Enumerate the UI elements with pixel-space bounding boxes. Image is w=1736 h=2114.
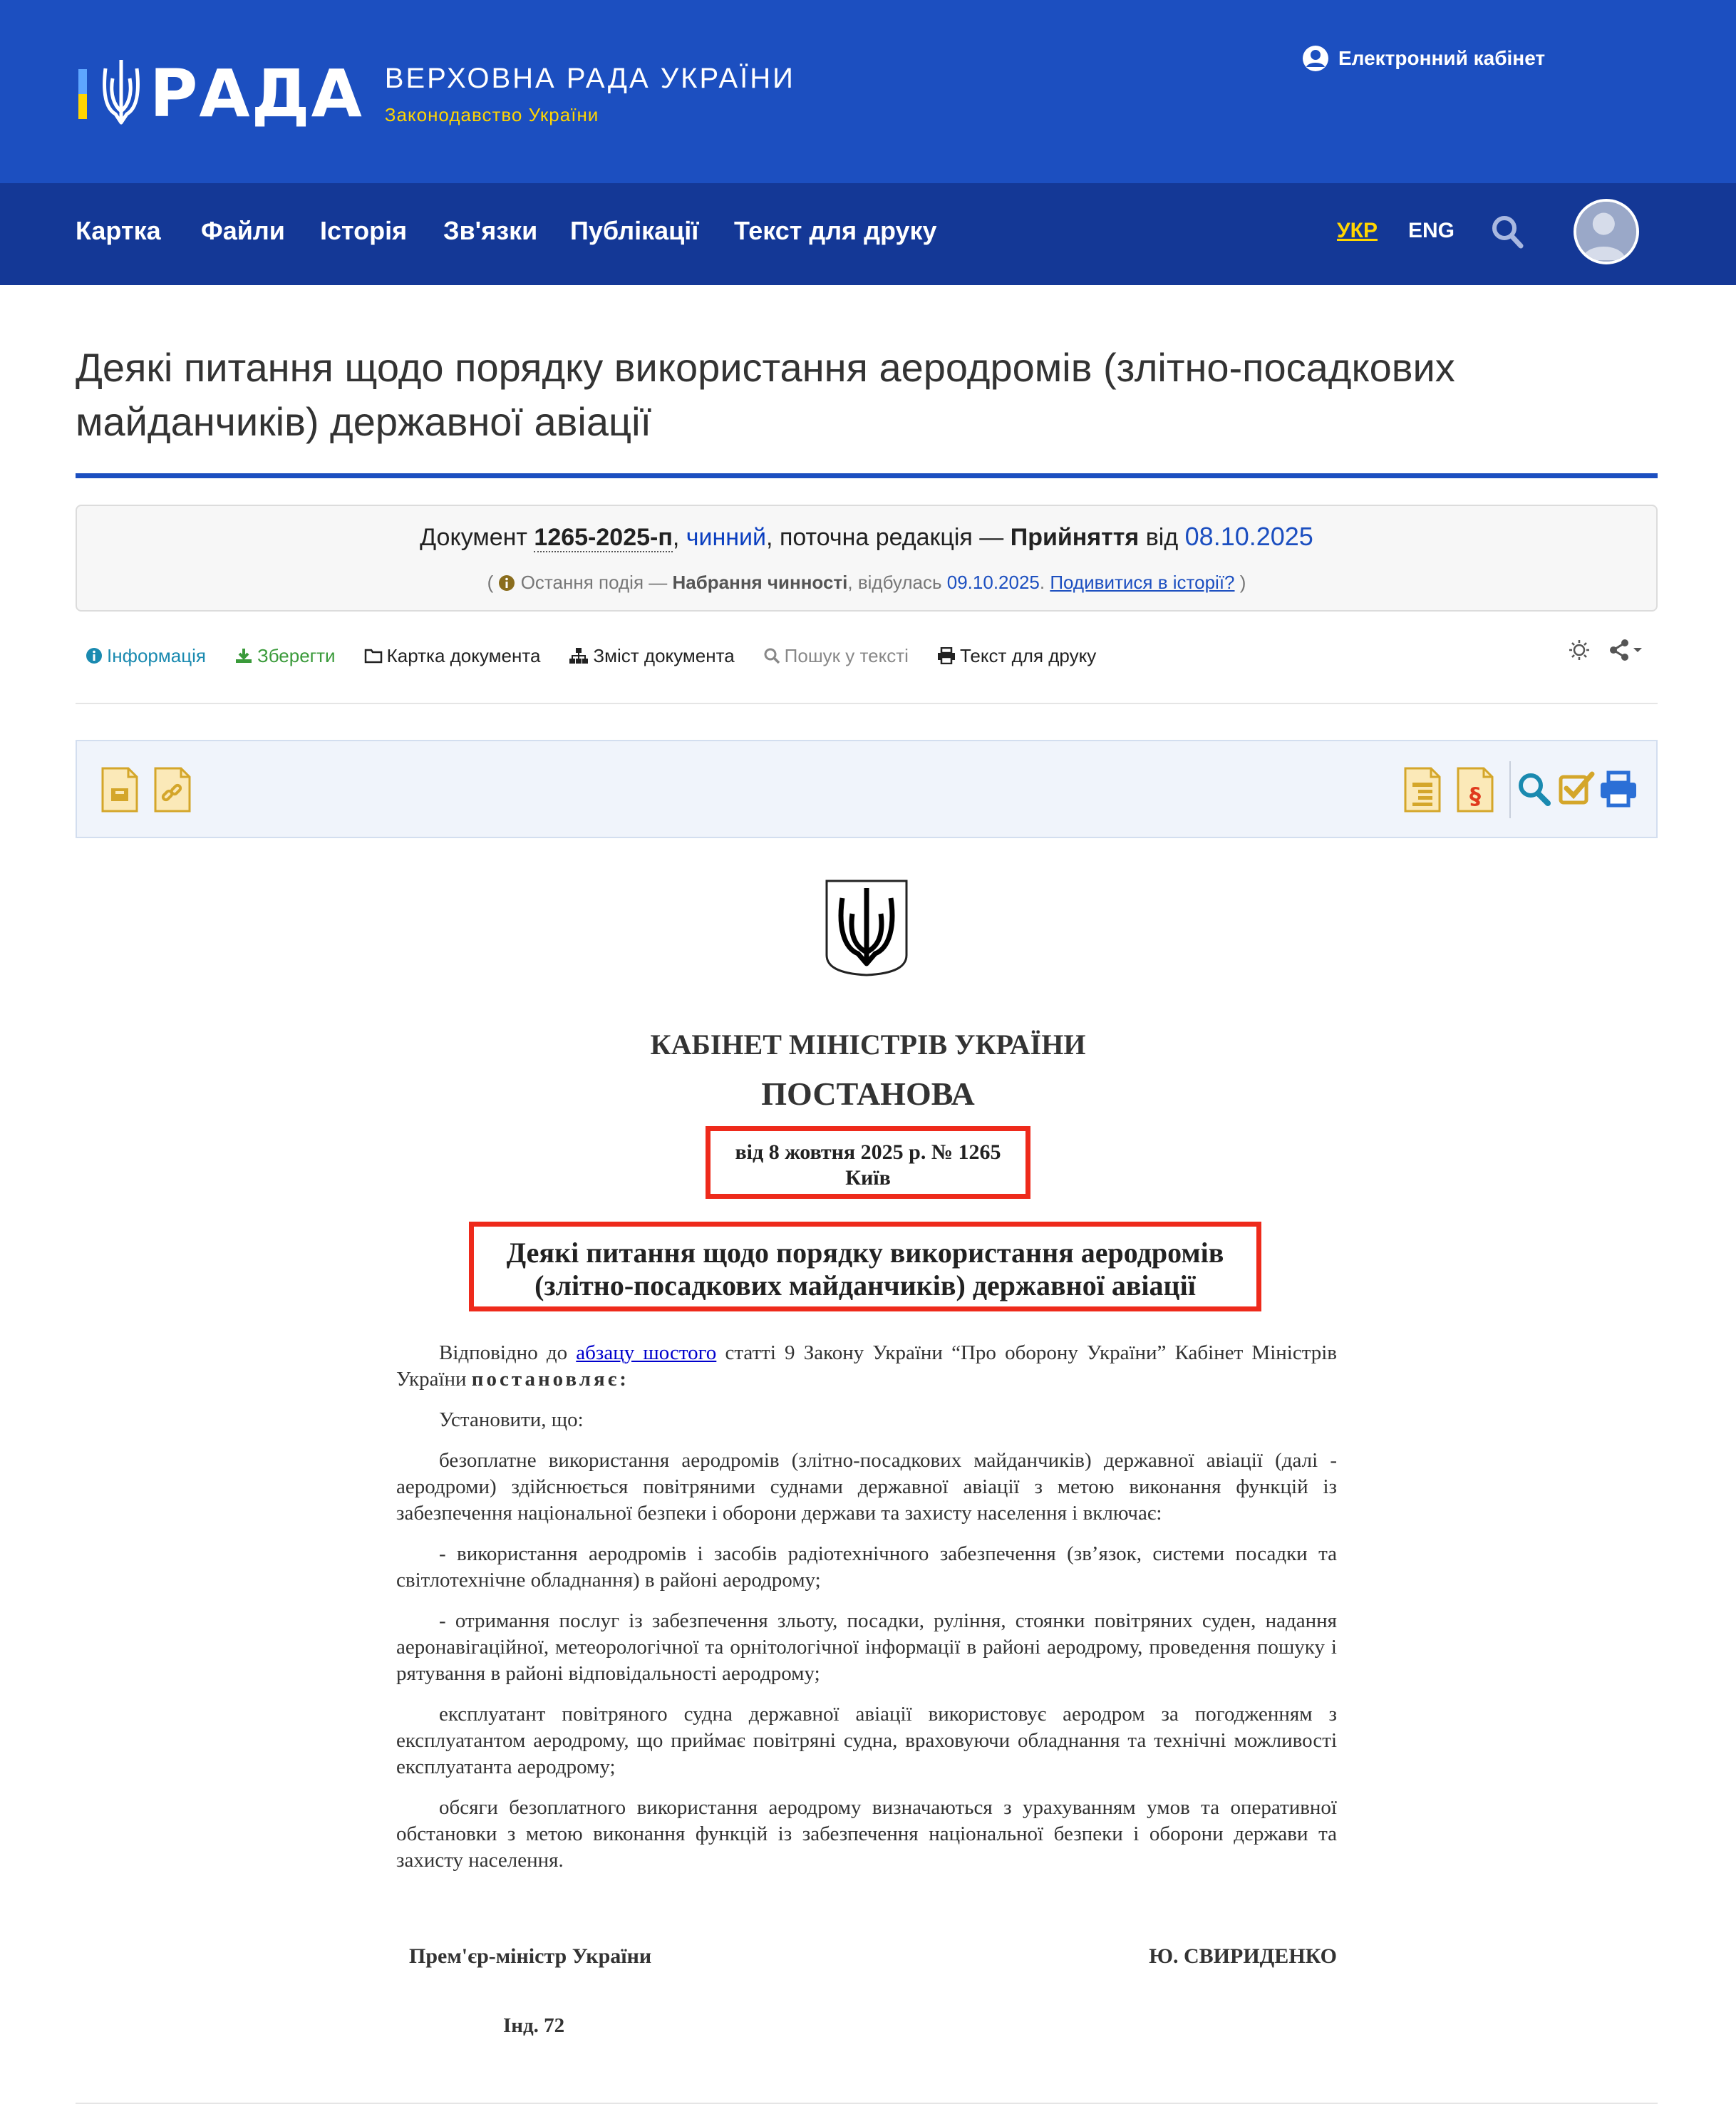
svg-text:§: § bbox=[1469, 783, 1481, 810]
doc-number[interactable]: 1265-2025-п bbox=[534, 524, 673, 551]
trident-icon bbox=[100, 57, 143, 131]
preamble-text: Відповідно до bbox=[439, 1341, 577, 1364]
event-date: 09.10.2025 bbox=[946, 572, 1040, 593]
search-icon[interactable] bbox=[1515, 770, 1554, 808]
check-square-icon[interactable] bbox=[1558, 770, 1596, 808]
search-icon[interactable] bbox=[1489, 213, 1525, 250]
electronic-cabinet-link[interactable] bbox=[1301, 44, 1545, 73]
status-badge: чинний bbox=[686, 524, 767, 551]
document-index: Інд. 72 bbox=[503, 2014, 565, 2037]
nav-item-history[interactable]: Історія bbox=[320, 216, 408, 245]
document-title-box bbox=[469, 1222, 1261, 1311]
decree-word: постановляє: bbox=[471, 1368, 629, 1391]
paragraph: - отримання послуг із забезпечення зльоту, посадки, руління, стоянки повітряних суден, надання аеронавігаційної, метеорологічної та орнітологічної інформації в районі аеродрому, проведення пошуку і рятування в районі відповідальності аеродрому; bbox=[396, 1609, 1337, 1685]
document-date: від 8 жовтня 2025 р. № 1265 bbox=[735, 1140, 1001, 1164]
settings-sun-icon[interactable] bbox=[1568, 639, 1591, 661]
law-reference-link[interactable]: абзацу шостого bbox=[576, 1341, 717, 1364]
text-search-tool[interactable] bbox=[763, 645, 909, 667]
save-tool-label: Зберегти bbox=[257, 644, 336, 666]
site-logo[interactable] bbox=[78, 57, 795, 131]
save-tool[interactable] bbox=[234, 645, 336, 667]
folder-icon bbox=[364, 648, 383, 664]
site-header bbox=[0, 0, 1736, 183]
happened-label: , відбулась bbox=[847, 572, 942, 593]
tools-right bbox=[1568, 639, 1645, 661]
from-label: від bbox=[1145, 524, 1179, 551]
document-kind: ПОСТАНОВА bbox=[761, 1076, 975, 1112]
structure-doc-icon[interactable] bbox=[1402, 767, 1442, 813]
page-title-line1: Деякі питання щодо порядку використання аеродромів (злітно-посадкових bbox=[76, 345, 1455, 390]
nav-item-print-text[interactable]: Текст для друку bbox=[734, 216, 937, 245]
user-avatar-icon bbox=[1576, 202, 1636, 262]
paragraph: експлуатант повітряного судна державної авіації використовує аеродром за погодженням з експлуатантом аеродрому, що приймає повітряні судна, враховуючи обладнання та технічні можливості експлуатанта аеродрому; bbox=[396, 1703, 1337, 1778]
issuing-body: КАБІНЕТ МІНІСТРІВ УКРАЇНИ bbox=[650, 1028, 1086, 1061]
nav-item-files[interactable]: Файли bbox=[201, 216, 285, 245]
lang-ukr-link[interactable]: УКР bbox=[1337, 219, 1378, 242]
document-icon-toolbar bbox=[76, 740, 1658, 838]
toolbar-divider bbox=[1509, 761, 1511, 818]
document-date-box bbox=[706, 1126, 1030, 1199]
paragraph-doc-icon[interactable] bbox=[1455, 767, 1495, 813]
nav-item-card[interactable]: Картка bbox=[76, 216, 161, 245]
user-circle-icon bbox=[1301, 44, 1330, 73]
flag-icon bbox=[78, 69, 87, 119]
document-tools bbox=[86, 641, 1125, 670]
page-title-line2: майданчиків) державної авіації bbox=[76, 399, 652, 444]
link-doc-icon[interactable] bbox=[153, 767, 192, 813]
info-tool-label: Інформація bbox=[107, 644, 206, 666]
document-status-line: Документ 1265-2025-п, чинний, поточна редакція — Прийняття від 08.10.2025 bbox=[420, 522, 1313, 551]
contents-tool-label: Зміст документа bbox=[593, 644, 735, 666]
text-search-tool-label: Пошук у тексті bbox=[784, 644, 909, 666]
page-title bbox=[76, 341, 1572, 449]
contents-tool[interactable] bbox=[569, 645, 734, 667]
paragraph-preamble bbox=[396, 1340, 1337, 1393]
document-city: Київ bbox=[845, 1166, 891, 1190]
lang-eng-link[interactable]: ENG bbox=[1408, 219, 1455, 242]
preamble-text-2: статті 9 Закону України “Про оборону України” Кабінет Міністрів України bbox=[396, 1341, 1337, 1391]
nav-item-links[interactable]: Зв'язки bbox=[443, 216, 538, 245]
main-nav bbox=[0, 183, 1736, 285]
adoption-label: Прийняття bbox=[1010, 524, 1140, 551]
printer-icon[interactable] bbox=[1599, 770, 1638, 808]
info-tool[interactable] bbox=[86, 645, 206, 667]
document-title-line2: (злітно-посадкових майданчиків) державної авіації bbox=[534, 1269, 1196, 1301]
share-icon[interactable] bbox=[1608, 639, 1645, 661]
info-icon bbox=[86, 647, 103, 664]
paragraph: обсяги безоплатного використання аеродрому визначаються з урахуванням умов та оперативної обстановки з метою виконання функцій із забезпечення національної безпеки і оборони держави та захисту населення. bbox=[396, 1796, 1337, 1872]
paragraph: Установити, що: bbox=[439, 1408, 584, 1431]
site-subtitle: Законодавство України bbox=[384, 103, 599, 125]
document-title-line1: Деякі питання щодо порядку використання аеродромів bbox=[506, 1237, 1224, 1269]
last-event-prefix: Остання подія — bbox=[520, 572, 668, 593]
tools-divider bbox=[76, 703, 1658, 704]
paragraph: - використання аеродромів і засобів радіотехнічного забезпечення (зв’язок, системи посадки та світлотехнічне обладнання) в районі аеродрому; bbox=[396, 1542, 1337, 1592]
last-event: Набрання чинності bbox=[672, 572, 848, 593]
sitemap-icon bbox=[569, 647, 589, 664]
adoption-date: 08.10.2025 bbox=[1184, 522, 1313, 551]
bottom-divider bbox=[76, 2103, 1658, 2104]
coat-of-arms-icon bbox=[824, 878, 909, 976]
print-tool-label: Текст для друку bbox=[959, 644, 1097, 666]
signer-name: Ю. СВИРИДЕНКО bbox=[1149, 1944, 1337, 1968]
signer-title: Прем'єр-міністр України bbox=[409, 1944, 652, 1968]
print-tool[interactable] bbox=[937, 645, 1096, 667]
last-event-line: ( Остання подія — Набрання чинності, відбулась 09.10.2025. Подивитися в історії? ) bbox=[487, 572, 1246, 593]
electronic-cabinet-label: Електронний кабінет bbox=[1338, 47, 1546, 69]
document-text bbox=[396, 1340, 1337, 1888]
doc-prefix: Документ bbox=[420, 524, 527, 551]
history-link[interactable]: Подивитися в історії? bbox=[1050, 572, 1235, 593]
nav-item-publications[interactable]: Публікації bbox=[570, 216, 699, 245]
paragraph: безоплатне використання аеродромів (злітно-посадкових майданчиків) державної авіації (далі - аеродроми) здійснюється повітряними суднами державної авіації з метою виконання функцій із забезпечення національної безпеки і оборони держави та захисту населення і включає: bbox=[396, 1449, 1337, 1525]
edition-text: , поточна редакція — bbox=[766, 524, 1004, 551]
archive-doc-icon[interactable] bbox=[100, 767, 140, 813]
search-icon bbox=[763, 647, 780, 664]
title-divider bbox=[76, 473, 1658, 478]
printer-icon bbox=[937, 647, 956, 664]
logo-wordmark: РАДА bbox=[150, 56, 363, 132]
card-tool[interactable] bbox=[364, 645, 541, 667]
avatar[interactable] bbox=[1574, 199, 1639, 264]
site-title: ВЕРХОВНА РАДА УКРАЇНИ bbox=[384, 62, 795, 94]
card-tool-label: Картка документа bbox=[386, 644, 541, 666]
download-icon bbox=[234, 647, 253, 664]
info-circle-icon bbox=[498, 574, 515, 592]
document-status-box bbox=[76, 505, 1658, 612]
